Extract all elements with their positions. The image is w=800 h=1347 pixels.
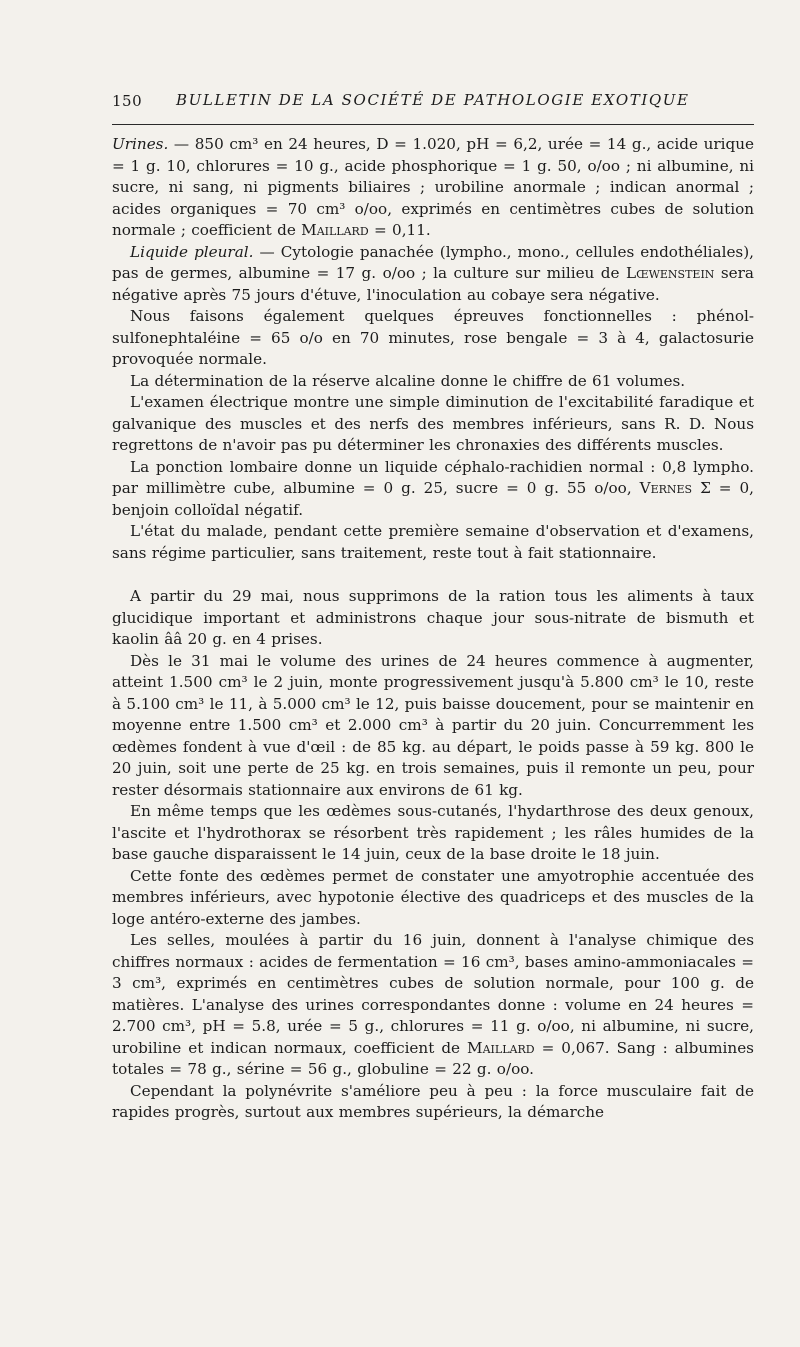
- paragraph: A partir du 29 mai, nous supprimons de la ration tous les aliments à taux glucidique important et administrons chaque jour sous-nitrate de bismuth et kaolin ââ 20 g. en 4 prises.: [112, 587, 754, 648]
- author-name: Maillard: [467, 1038, 535, 1057]
- paragraph: L'examen électrique montre une simple diminution de l'excitabilité faradique et galvanique des muscles et des nerfs des membres inférieurs, sans R. D. Nous regrettons de n'avoir pas pu déterminer les chronaxies des différents muscles.: [112, 393, 754, 454]
- paragraph-lead: Urines.: [112, 135, 169, 153]
- paragraph-text: La ponction lombaire donne un liquide céphalo-rachidien normal : 0,8 lympho. par millimètre cube, albumine = 0 g. 25, sucre = 0 g. 55 o/oo,: [112, 457, 754, 497]
- page-header: [112, 88, 754, 114]
- paragraph: Nous faisons également quelques épreuves fonctionnelles : phénol-sulfonephtaléine = 65 o/o en 70 minutes, rose bengale = 3 à 4, galactosurie provoquée normale.: [112, 307, 754, 368]
- author-name: Maillard: [301, 221, 369, 239]
- paragraph-ponction-lombaire: [112, 457, 754, 522]
- paragraph-selles: [112, 930, 754, 1081]
- paragraph-lead: Liquide pleural.: [130, 242, 254, 261]
- paragraph: Cette fonte des œdèmes permet de constater une amyotrophie accentuée des membres inférieurs, avec hypotonie élective des quadriceps et des muscles de la loge antéro-externe des jambes.: [112, 866, 754, 928]
- paragraph-liquide-pleural: [112, 242, 754, 307]
- paragraph: La détermination de la réserve alcaline donne le chiffre de 61 volumes.: [130, 371, 686, 390]
- paragraph-tail: Σ = 0, benjoin colloïdal négatif.: [112, 479, 754, 519]
- paragraph-tail: = 0,11.: [368, 221, 431, 239]
- header-rule: [112, 124, 754, 125]
- paragraph: Dès le 31 mai le volume des urines de 24 heures commence à augmenter, atteint 1.500 cm³ le 2 juin, monte progressivement jusqu'à 5.800 cm³ le 10, reste à 5.100 cm³ le 11, à 5.000 cm³ le 12, puis baisse doucement, pour se maintenir en moyenne entre 1.500 cm³ et 2.000 cm³ à partir du 20 juin. Concurremment les œdèmes fondent à vue d'œil : de 85 kg. au départ, le poids passe à 59 kg. 800 le 20 juin, soit une perte de 25 kg. en trois semaines, puis il remonte un peu, pour rester désormais stationnaire aux environs de 61 kg.: [112, 651, 754, 799]
- paragraph-tail: sera négative après 75 jours d'étuve, l'inoculation au cobaye sera négative.: [112, 264, 754, 304]
- paragraph-urines: [112, 134, 754, 242]
- paragraph-text: — Cytologie panachée (lympho., mono., cellules endothéliales), pas de germes, albumine = 17 g. o/oo ; la culture sur milieu de: [112, 242, 754, 282]
- paragraph: L'état du malade, pendant cette première semaine d'observation et d'examens, sans régime particulier, sans traitement, reste tout à fait stationnaire.: [112, 522, 754, 562]
- author-name: Vernes: [639, 479, 693, 497]
- paragraph-tail: = 0,067. Sang : albumines totales = 78 g., sérine = 56 g., globuline = 22 g. o/oo.: [112, 1038, 754, 1078]
- paragraph: Cependant la polynévrite s'améliore peu à peu : la force musculaire fait de rapides progrès, surtout aux membres supérieurs, la démarche: [112, 1081, 754, 1121]
- paragraph-text: — 850 cm³ en 24 heures, D = 1.020, pH = 6,2, urée = 14 g., acide urique = 1 g. 10, chlorures = 10 g., acide phosphorique = 1 g. 50, o/oo ; ni albumine, ni sucre, ni sang, ni pigments biliaires ; urobiline anormale ; indican anormal ; acides organiques = 70 cm³ o/oo, exprimés en centimètres cubes de solution normale ; coefficient de: [112, 135, 754, 239]
- paragraph: En même temps que les œdèmes sous-cutanés, l'hydarthrose des deux genoux, l'ascite et l'hydrothorax se résorbent très rapidement ; les râles humides de la base gauche disparaissent le 14 juin, ceux de la base droite le 18 juin.: [112, 802, 754, 863]
- running-title: BULLETIN DE LA SOCIÉTÉ DE PATHOLOGIE EXOTIQUE: [176, 91, 690, 109]
- body-text: [112, 134, 754, 1124]
- paragraph-text: Les selles, moulées à partir du 16 juin, donnent à l'analyse chimique des chiffres normaux : acides de fermentation = 16 cm³, bases amino-ammoniacales = 3 cm³, exprimés en centimètres cubes de solution normale, pour 100 g. de matières. L'analyse des urines correspondantes donne : volume en 24 heures = 2.700 cm³, pH = 5.8, urée = 5 g., chlorures = 11 g. o/oo, ni albumine, ni sucre, urobiline et indican normaux, coefficient de: [112, 931, 754, 1057]
- author-name: Lœwenstein: [625, 264, 715, 282]
- page-number: 150: [112, 92, 143, 110]
